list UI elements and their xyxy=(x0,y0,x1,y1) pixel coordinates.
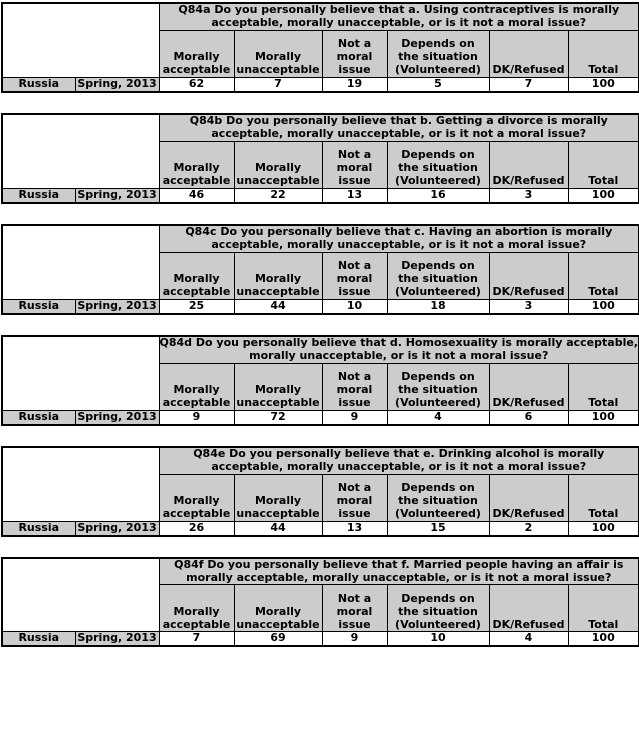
question-text: Q84a Do you personally believe that a. Using contraceptives is morally acceptable, morally unacceptable, or is it not a moral issue? xyxy=(159,3,639,30)
column-header-3: Depends on the situation (Volunteered) xyxy=(387,363,489,410)
survey-table-q84c xyxy=(1,224,639,315)
column-header-3: Depends on the situation (Volunteered) xyxy=(387,585,489,632)
value-cell-5: 100 xyxy=(568,77,639,91)
survey-tables-container xyxy=(0,2,639,647)
column-header-4: DK/Refused xyxy=(489,585,568,632)
value-cell-3: 10 xyxy=(387,632,489,646)
country-label: Russia xyxy=(2,632,75,646)
question-text: Q84e Do you personally believe that e. Drinking alcohol is morally acceptable, morally unacceptable, or is it not a moral issue? xyxy=(159,447,639,474)
table-row xyxy=(2,299,639,313)
survey-table-q84a xyxy=(1,2,639,93)
question-text: Q84f Do you personally believe that f. Married people having an affair is morally acceptable, morally unacceptable, or is it not a moral issue? xyxy=(159,558,639,585)
survey-table-q84b xyxy=(1,113,639,204)
column-header-5: Total xyxy=(568,252,639,299)
column-header-0: Morally acceptable xyxy=(159,141,234,188)
question-banner-row xyxy=(2,336,639,363)
value-cell-2: 9 xyxy=(322,632,387,646)
column-header-3: Depends on the situation (Volunteered) xyxy=(387,30,489,77)
value-cell-5: 100 xyxy=(568,632,639,646)
column-header-2: Not a moral issue xyxy=(322,585,387,632)
table-row xyxy=(2,77,639,91)
corner-blank-cell xyxy=(2,447,159,521)
value-cell-4: 2 xyxy=(489,521,568,535)
corner-blank-cell xyxy=(2,3,159,77)
value-cell-0: 26 xyxy=(159,521,234,535)
table-row xyxy=(2,632,639,646)
column-header-2: Not a moral issue xyxy=(322,474,387,521)
value-cell-0: 7 xyxy=(159,632,234,646)
survey-wave-label: Spring, 2013 xyxy=(75,632,159,646)
value-cell-1: 44 xyxy=(234,299,322,313)
question-banner-row xyxy=(2,558,639,585)
table-row xyxy=(2,188,639,202)
value-cell-0: 9 xyxy=(159,410,234,424)
table-row xyxy=(2,521,639,535)
value-cell-5: 100 xyxy=(568,410,639,424)
column-header-1: Morally unacceptable xyxy=(234,474,322,521)
value-cell-0: 46 xyxy=(159,188,234,202)
value-cell-3: 5 xyxy=(387,77,489,91)
value-cell-5: 100 xyxy=(568,188,639,202)
column-header-0: Morally acceptable xyxy=(159,474,234,521)
column-header-0: Morally acceptable xyxy=(159,252,234,299)
country-label: Russia xyxy=(2,188,75,202)
column-header-3: Depends on the situation (Volunteered) xyxy=(387,252,489,299)
value-cell-2: 10 xyxy=(322,299,387,313)
value-cell-1: 44 xyxy=(234,521,322,535)
value-cell-4: 3 xyxy=(489,299,568,313)
question-text: Q84b Do you personally believe that b. Getting a divorce is morally acceptable, morally unacceptable, or is it not a moral issue? xyxy=(159,114,639,141)
column-header-4: DK/Refused xyxy=(489,474,568,521)
column-header-2: Not a moral issue xyxy=(322,141,387,188)
value-cell-5: 100 xyxy=(568,299,639,313)
value-cell-3: 18 xyxy=(387,299,489,313)
survey-wave-label: Spring, 2013 xyxy=(75,188,159,202)
value-cell-5: 100 xyxy=(568,521,639,535)
survey-table-q84e xyxy=(1,446,639,537)
survey-table-q84d xyxy=(1,335,639,426)
value-cell-4: 7 xyxy=(489,77,568,91)
column-header-0: Morally acceptable xyxy=(159,30,234,77)
country-label: Russia xyxy=(2,521,75,535)
value-cell-4: 3 xyxy=(489,188,568,202)
column-header-4: DK/Refused xyxy=(489,363,568,410)
survey-wave-label: Spring, 2013 xyxy=(75,299,159,313)
column-header-2: Not a moral issue xyxy=(322,252,387,299)
column-header-5: Total xyxy=(568,585,639,632)
question-banner-row xyxy=(2,3,639,30)
survey-table-q84f xyxy=(1,557,639,648)
question-banner-row xyxy=(2,447,639,474)
column-header-1: Morally unacceptable xyxy=(234,585,322,632)
column-header-4: DK/Refused xyxy=(489,30,568,77)
value-cell-1: 7 xyxy=(234,77,322,91)
column-header-5: Total xyxy=(568,30,639,77)
question-text: Q84c Do you personally believe that c. Having an abortion is morally acceptable, morally unacceptable, or is it not a moral issue? xyxy=(159,225,639,252)
value-cell-4: 4 xyxy=(489,632,568,646)
question-banner-row xyxy=(2,225,639,252)
value-cell-2: 13 xyxy=(322,188,387,202)
country-label: Russia xyxy=(2,77,75,91)
value-cell-2: 19 xyxy=(322,77,387,91)
question-banner-row xyxy=(2,114,639,141)
column-header-5: Total xyxy=(568,474,639,521)
column-header-0: Morally acceptable xyxy=(159,585,234,632)
value-cell-3: 4 xyxy=(387,410,489,424)
column-header-1: Morally unacceptable xyxy=(234,363,322,410)
value-cell-2: 13 xyxy=(322,521,387,535)
column-header-1: Morally unacceptable xyxy=(234,141,322,188)
corner-blank-cell xyxy=(2,558,159,632)
value-cell-1: 69 xyxy=(234,632,322,646)
column-header-1: Morally unacceptable xyxy=(234,30,322,77)
corner-blank-cell xyxy=(2,225,159,299)
column-header-2: Not a moral issue xyxy=(322,363,387,410)
column-header-0: Morally acceptable xyxy=(159,363,234,410)
column-header-1: Morally unacceptable xyxy=(234,252,322,299)
column-header-5: Total xyxy=(568,141,639,188)
column-header-3: Depends on the situation (Volunteered) xyxy=(387,474,489,521)
corner-blank-cell xyxy=(2,114,159,188)
survey-wave-label: Spring, 2013 xyxy=(75,410,159,424)
column-header-2: Not a moral issue xyxy=(322,30,387,77)
column-header-5: Total xyxy=(568,363,639,410)
survey-wave-label: Spring, 2013 xyxy=(75,77,159,91)
country-label: Russia xyxy=(2,410,75,424)
question-text: Q84d Do you personally believe that d. Homosexuality is morally acceptable, morally unacceptable, or is it not a moral issue? xyxy=(159,335,638,362)
value-cell-3: 15 xyxy=(387,521,489,535)
value-cell-1: 22 xyxy=(234,188,322,202)
country-label: Russia xyxy=(2,299,75,313)
value-cell-1: 72 xyxy=(234,410,322,424)
value-cell-2: 9 xyxy=(322,410,387,424)
corner-blank-cell xyxy=(2,336,159,410)
table-row xyxy=(2,410,639,424)
column-header-4: DK/Refused xyxy=(489,141,568,188)
column-header-3: Depends on the situation (Volunteered) xyxy=(387,141,489,188)
value-cell-0: 25 xyxy=(159,299,234,313)
value-cell-3: 16 xyxy=(387,188,489,202)
column-header-4: DK/Refused xyxy=(489,252,568,299)
survey-wave-label: Spring, 2013 xyxy=(75,521,159,535)
value-cell-4: 6 xyxy=(489,410,568,424)
value-cell-0: 62 xyxy=(159,77,234,91)
